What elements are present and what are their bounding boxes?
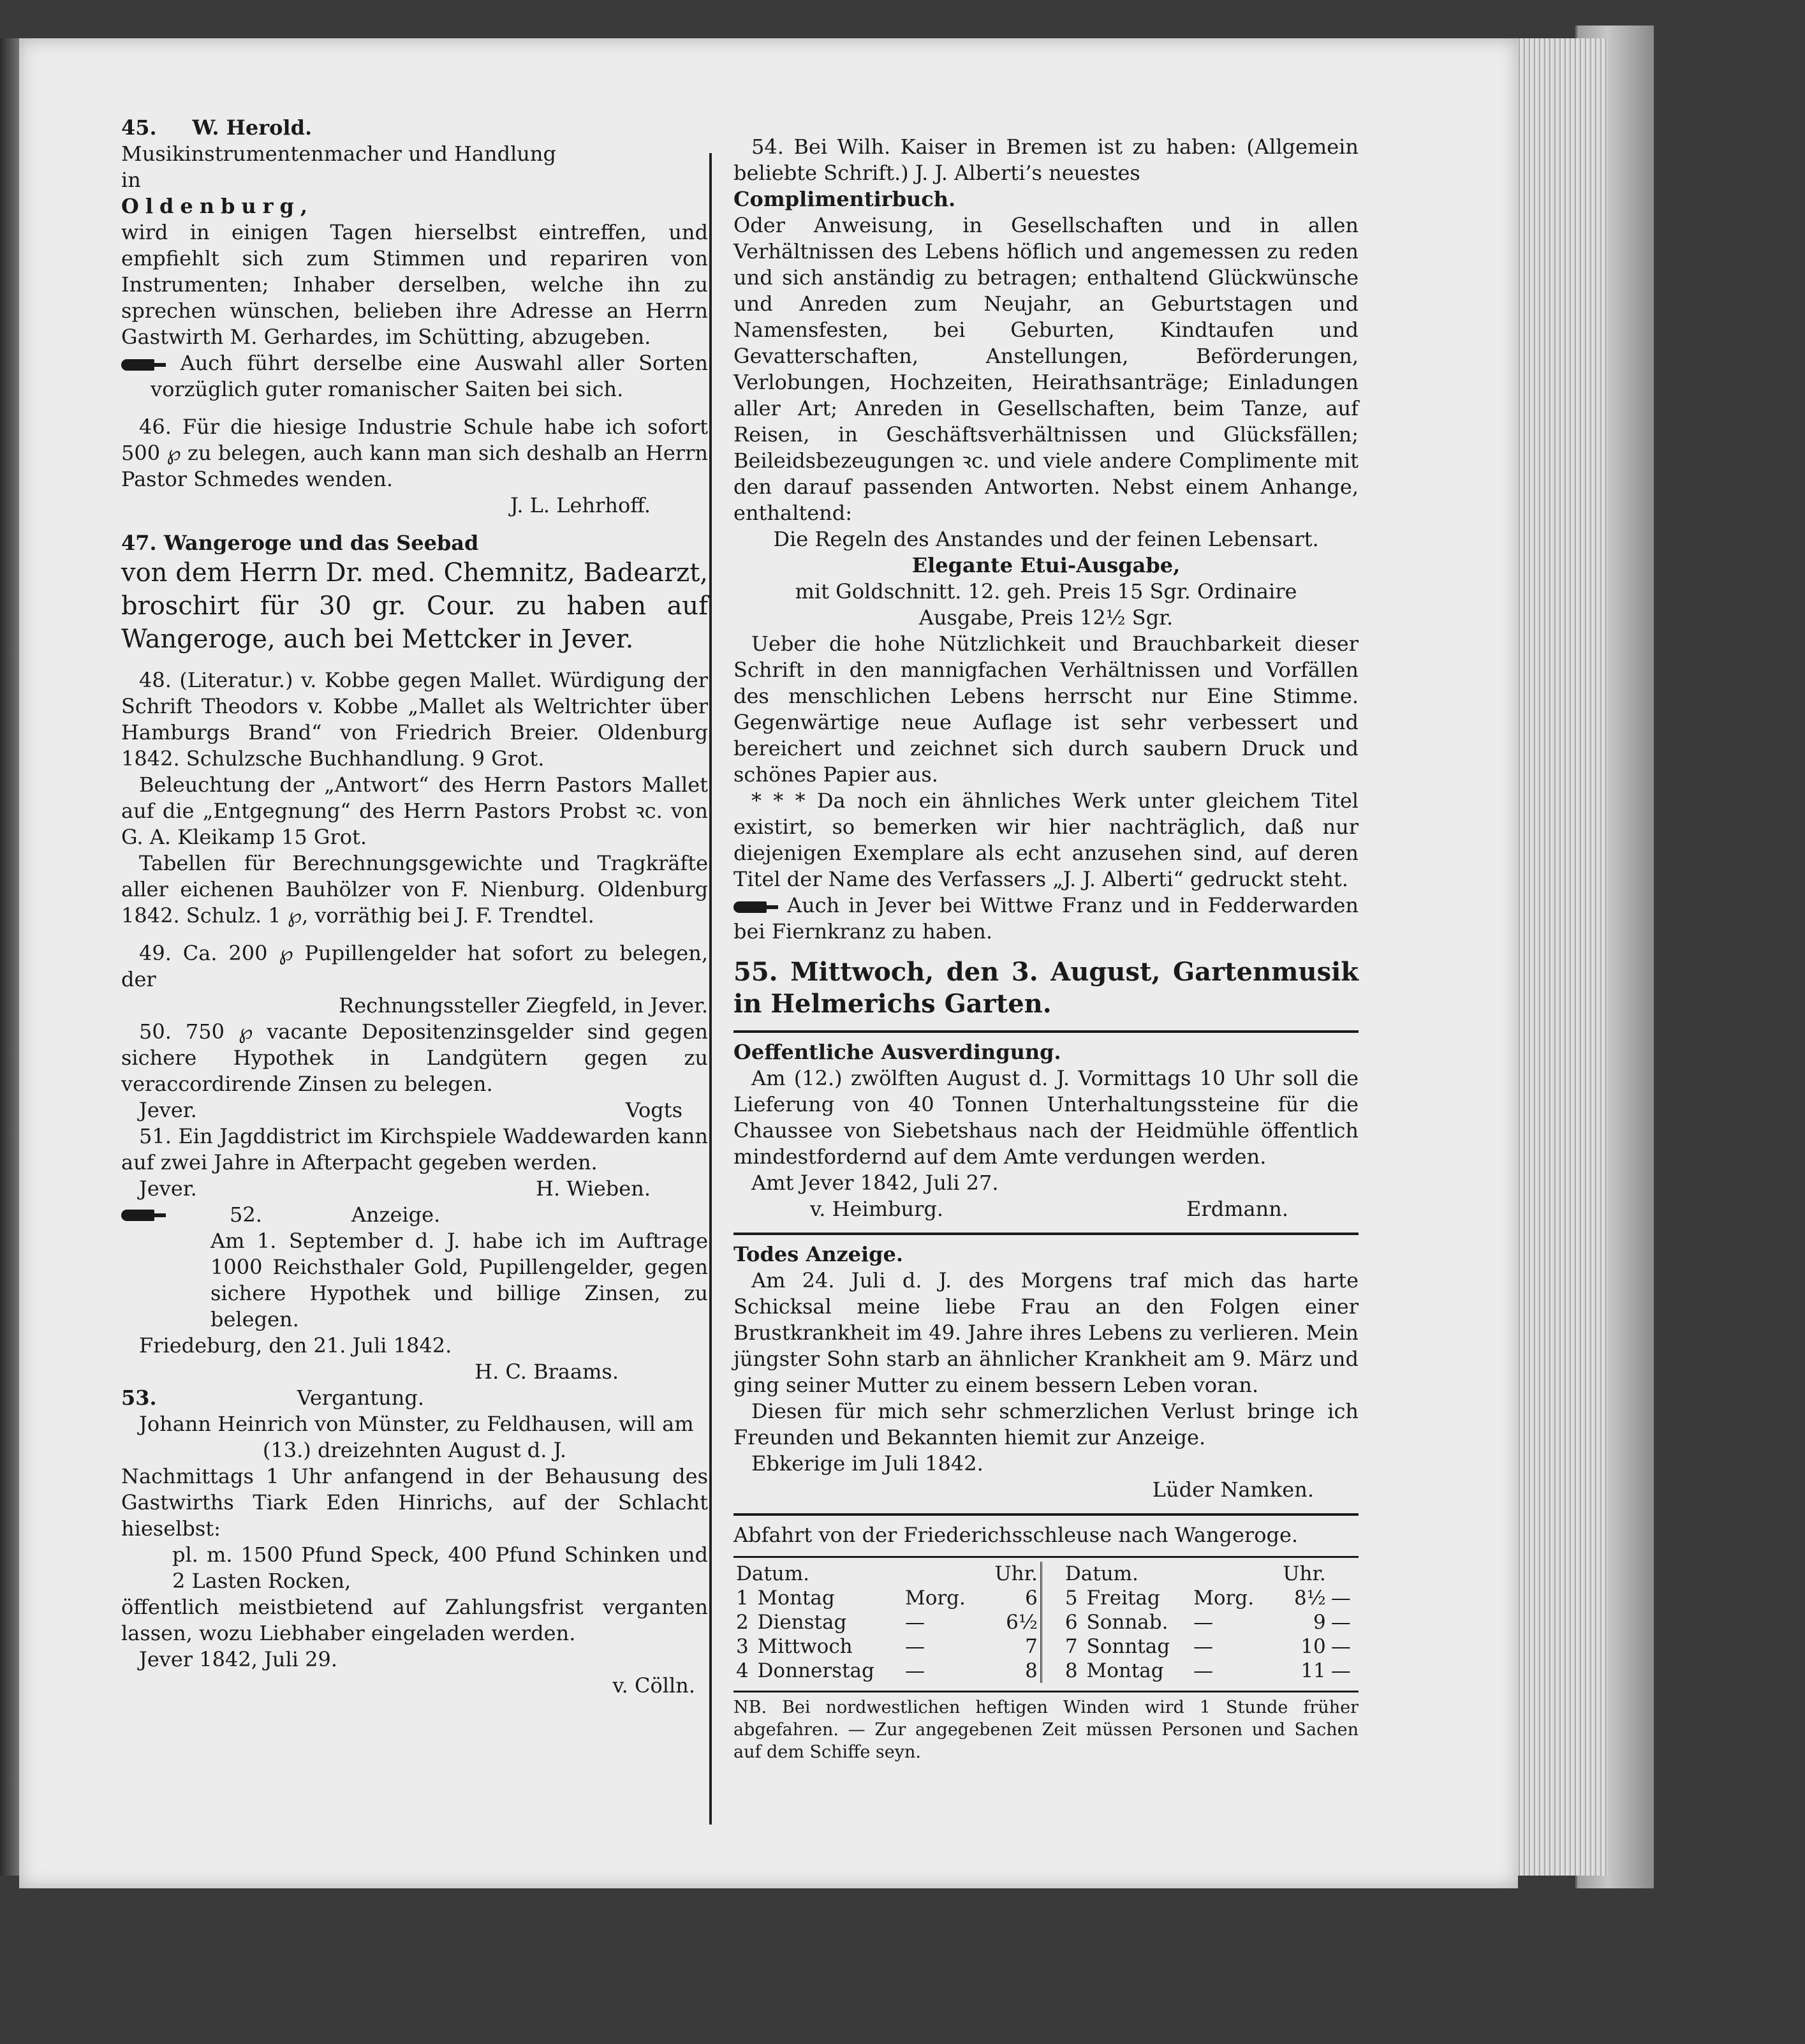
page-edges [1512, 38, 1607, 1876]
ad-signature: Vogts [625, 1098, 682, 1122]
ad-50 [121, 1019, 708, 1123]
row-hour: 6 [1025, 1587, 1038, 1610]
table-rule [733, 1556, 1359, 1558]
ad-note: NB. Bei nordwestlichen heftigen Winden wird 1 Stunde früher abgefahren. — Zur angegebenen Zeit müssen Personen und Sachen auf dem Schiffe seyn. [733, 1698, 1359, 1762]
ad-body: Am 1. September d. J. habe ich im Auftrage 1000 Reichsthaler Gold, Pupillengelder, gegen sichere Hypothek und billige Zinsen, zu belegen. [210, 1229, 708, 1331]
table-row [733, 1586, 1359, 1610]
ad-subtitle: Musikinstrumentenmacher und Handlung [121, 142, 556, 166]
ad-number: 52. [230, 1203, 262, 1227]
brace-divider [1041, 1659, 1063, 1683]
ad-signature: v. Cölln. [612, 1673, 695, 1698]
ad-body: 49. Ca. 200 ℘ Pupillengelder hat sofort zu belegen, der [121, 941, 708, 991]
row-hour: 6½ [1006, 1611, 1038, 1634]
ad-paragraph: Nachmittags 1 Uhr anfangend in der Behausung des Gastwirths Tiark Eden Hinrichs, auf der Schlacht hieselbst: [121, 1464, 708, 1541]
ad-paragraph: Beleuchtung der „Antwort“ des Herrn Pastors Mallet auf die „Entgegnung“ des Herrn Pastors Probst ꝛc. von G. A. Kleikamp 15 Grot. [121, 773, 708, 849]
ad-todesanzeige [733, 1241, 1359, 1503]
column-divider [709, 153, 712, 1825]
row-hour: 9 [1313, 1611, 1326, 1634]
ad-paragraph: 54. Bei Wilh. Kaiser in Bremen ist zu haben: (Allgemein beliebte Schrift.) J. J. Alberti’s neuestes [733, 135, 1359, 185]
table-row [733, 1659, 1359, 1683]
ad-ausverdingung [733, 1039, 1359, 1222]
ad-date: Jever 1842, Juli 29. [139, 1647, 337, 1671]
ad-title: Todes Anzeige. [733, 1242, 904, 1266]
ad-date: Friedeburg, den 21. Juli 1842. [139, 1333, 452, 1358]
ad-body: 51. Ein Jagddistrict im Kirchspiele Waddewarden kann auf zwei Jahre in Afterpacht gegeben werden. [121, 1124, 708, 1174]
row-day: Sonntag [1086, 1635, 1170, 1658]
row-time: — [1193, 1635, 1214, 1658]
ad-in: in [121, 168, 141, 192]
brace-divider [1041, 1586, 1063, 1610]
ad-47 [121, 530, 708, 656]
ad-paragraph: Tabellen für Berechnungsgewichte und Tragkräfte aller eichenen Bauhölzer von F. Nienburg. Oldenburg 1842. Schulz. 1 ℘, vorräthig bei J. F. Trendtel. [121, 851, 708, 928]
ad-46 [121, 414, 708, 519]
ad-48 [121, 667, 708, 929]
brace-divider [1041, 1634, 1063, 1659]
ad-55: 55. Mittwoch, den 3. August, Gartenmusik in Helmerichs Garten. [733, 957, 1359, 1019]
table-header: Datum. [736, 1562, 810, 1585]
table-header: Datum. [1065, 1562, 1138, 1585]
ad-note: Auch führt derselbe eine Auswahl aller Sorten vorzüglich guter romanischer Saiten bei sich. [151, 351, 709, 401]
row-day: Montag [757, 1587, 835, 1610]
ad-place: Ebkerige im Juli 1842. [751, 1451, 984, 1476]
schedule-table [733, 1562, 1359, 1683]
row-number: 6 [1065, 1611, 1078, 1634]
row-day: Montag [1086, 1659, 1164, 1682]
ad-paragraph: mit Goldschnitt. 12. geh. Preis 15 Sgr. Ordinaire [795, 579, 1297, 604]
ad-signature: H. C. Braams. [475, 1359, 619, 1384]
ad-paragraph: Oder Anweisung, in Gesellschaften und in allen Verhältnissen des Lebens höflich und angemessen zu reden und sich anständig zu betragen; enthaltend Glückwünsche und Anreden zum Neujahr, an Geburtstagen und Namensfesten, bei Geburten, Kindtaufen und Gevatterschaften, Anstellungen, Beförderungen, Verlobungen, Hochzeiten, Heirathsanträge; Einladungen aller Art; Anreden in Gesellschaften, beim Tanze, auf Reisen, in Geschäftsverhältnissen und Glücksfällen; Beileidsbezeugungen ꝛc. und viele andere Complimente mit den darauf passenden Antworten. Nebst einem Anhange, enthaltend: [733, 213, 1359, 525]
ad-place: Jever. [139, 1098, 197, 1122]
pointing-hand-icon [733, 898, 778, 917]
ad-54 [733, 134, 1359, 945]
row-number: 3 [736, 1635, 749, 1658]
divider-rule [733, 1513, 1359, 1516]
row-time: — [904, 1659, 925, 1682]
ad-paragraph: * * * Da noch ein ähnliches Werk unter gleichem Titel existirt, so bemerken wir hier nachträglich, daß nur diejenigen Exemplare als echt anzusehen sind, auf deren Titel der Name des Verfassers „J. J. Alberti“ gedruckt steht. [733, 789, 1359, 891]
ad-53 [121, 1385, 708, 1699]
row-time: Morg. [1193, 1587, 1255, 1610]
ad-signature: Lüder Namken. [1152, 1477, 1314, 1502]
ad-paragraph: Ausgabe, Preis 12½ Sgr. [918, 605, 1174, 630]
ad-city: Oldenburg, [121, 194, 314, 218]
left-column [121, 115, 708, 1699]
ad-body: wird in einigen Tagen hierselbst eintreffen, und empfiehlt sich zum Stimmen und repariren von Instrumenten; Inhaber derselben, welche ihn zu sprechen wünschen, belieben ihre Adresse an Herrn Gastwirth M. Gerhardes, im Schütting, abzugeben. [121, 220, 708, 349]
row-day: Donnerstag [757, 1659, 874, 1682]
row-number: 2 [736, 1611, 749, 1634]
ad-signature: J. L. Lehrhoff. [510, 493, 651, 517]
ad-title: Anzeige. [351, 1203, 441, 1227]
ad-body: 46. Für die hiesige Industrie Schule habe ich sofort 500 ℘ zu belegen, auch kann man sich deshalb an Herrn Pastor Schmedes wenden. [121, 415, 708, 491]
ad-herold [121, 115, 708, 403]
table-row [733, 1610, 1359, 1634]
ad-paragraph: öffentlich meistbietend auf Zahlungsfrist verganten lassen, wozu Liebhaber eingeladen werden. [121, 1595, 708, 1645]
row-day: Sonnab. [1086, 1611, 1168, 1634]
ad-title: Complimentirbuch. [733, 187, 956, 211]
row-time: — [1193, 1611, 1214, 1634]
ad-place: Jever. [139, 1176, 197, 1201]
ad-number: 53. [121, 1386, 157, 1410]
ad-paragraph: Ueber die hohe Nützlichkeit und Brauchbarkeit dieser Schrift in den mannigfachen Verhältnissen und Vorfällen des menschlichen Lebens herrscht nur Eine Stimme. Gegenwärtige neue Auflage ist sehr verbessert und bereichert und zeichnet sich durch saubern Druck und schönes Papier aus. [733, 632, 1359, 787]
row-hour: 10 [1300, 1635, 1326, 1658]
ad-body: von dem Herrn Dr. med. Chemnitz, Badearzt, broschirt für 30 gr. Cour. zu haben auf Wangeroge, auch bei Mettcker in Jever. [121, 558, 708, 654]
table-header-row [733, 1562, 1359, 1586]
ad-signature: Erdmann. [1186, 1197, 1288, 1221]
ad-paragraph: (13.) dreizehnten August d. J. [262, 1438, 567, 1462]
row-time: — [1193, 1659, 1214, 1682]
row-number: 5 [1065, 1587, 1078, 1610]
ad-52 [121, 1202, 708, 1385]
ad-title: Abfahrt von der Friederichsschleuse nach Wangeroge. [733, 1523, 1299, 1547]
ad-51 [121, 1123, 708, 1202]
table-header: Uhr. [994, 1562, 1038, 1585]
ad-signature: v. Heimburg. [810, 1197, 944, 1221]
row-dash: — [1330, 1587, 1351, 1610]
row-number: 7 [1065, 1635, 1078, 1658]
ad-49 [121, 940, 708, 1019]
table-header: Uhr. [1283, 1562, 1326, 1585]
row-hour: 8 [1025, 1659, 1038, 1682]
row-time: — [904, 1611, 925, 1634]
ad-title: Vergantung. [297, 1386, 424, 1410]
ad-body: Am (12.) zwölften August d. J. Vormittags 10 Uhr soll die Lieferung von 40 Tonnen Unterhaltungssteine für die Chaussee von Siebetshaus nach der Heidmühle öffentlich mindestfordernd auf dem Amte verdungen werden. [733, 1066, 1359, 1169]
row-day: Freitag [1086, 1587, 1160, 1610]
ad-paragraph: 48. (Literatur.) v. Kobbe gegen Mallet. Würdigung der Schrift Theodors v. Kobbe „Mallet als Weltrichter über Hamburgs Brand“ von Friedrich Breier. Oldenburg 1842. Schulzsche Buchhandlung. 9 Grot. [121, 668, 708, 771]
ad-date: Amt Jever 1842, Juli 27. [751, 1171, 999, 1195]
divider-rule [733, 1030, 1359, 1033]
ad-paragraph: Elegante Etui-Ausgabe, [911, 553, 1181, 577]
ad-title: Oeffentliche Ausverdingung. [733, 1040, 1061, 1064]
ad-paragraph: Johann Heinrich von Münster, zu Feldhausen, will am [139, 1412, 694, 1436]
ad-name: W. Herold. [192, 115, 313, 140]
row-time: Morg. [904, 1587, 966, 1610]
row-dash: — [1330, 1635, 1351, 1658]
ad-signature: Rechnungssteller Ziegfeld, in Jever. [339, 993, 708, 1018]
table-row [733, 1634, 1359, 1659]
ad-paragraph: pl. m. 1500 Pfund Speck, 400 Pfund Schinken und 2 Lasten Rocken, [172, 1543, 708, 1593]
ad-signature: H. Wieben. [536, 1176, 651, 1201]
ad-body: 50. 750 ℘ vacante Depositenzinsgelder sind gegen sichere Hypothek in Landgütern gegen zu veraccordirende Zinsen zu belegen. [121, 1019, 708, 1096]
row-time: — [904, 1635, 925, 1658]
row-number: 4 [736, 1659, 749, 1682]
row-number: 1 [736, 1587, 749, 1610]
row-day: Mittwoch [757, 1635, 853, 1658]
brace-divider [1041, 1610, 1063, 1634]
row-hour: 8½ [1293, 1587, 1326, 1610]
row-hour: 7 [1025, 1635, 1038, 1658]
pointing-hand-icon [121, 1206, 191, 1225]
ad-abfahrt [733, 1522, 1359, 1763]
row-hour: 11 [1300, 1659, 1326, 1682]
row-day: Dienstag [757, 1611, 847, 1634]
row-number: 8 [1065, 1659, 1078, 1682]
pointing-hand-icon [121, 355, 166, 374]
right-column [733, 134, 1359, 1763]
row-dash: — [1330, 1659, 1351, 1682]
ad-number: 45. [121, 115, 157, 140]
row-dash: — [1330, 1611, 1351, 1634]
divider-rule [733, 1233, 1359, 1235]
ad-paragraph: Diesen für mich sehr schmerzlichen Verlust bringe ich Freunden und Bekannten hiemit zur Anzeige. [733, 1399, 1359, 1449]
ad-paragraph: Auch in Jever bei Wittwe Franz und in Fedderwarden bei Fiernkranz zu haben. [733, 893, 1359, 944]
ad-paragraph: Am 24. Juli d. J. des Morgens traf mich das harte Schicksal meine liebe Frau an den Folgen einer Brustkrankheit im 49. Jahre ihres Lebens zu verlieren. Mein jüngster Sohn starb an ähnlicher Krankheit am 9. März und ging seiner Mutter zu einem bessern Leben voran. [733, 1268, 1359, 1397]
ad-paragraph: Die Regeln des Anstandes und der feinen Lebensart. [773, 527, 1319, 551]
ad-heading: 47. Wangeroge und das Seebad [121, 531, 479, 555]
table-rule [733, 1691, 1359, 1692]
